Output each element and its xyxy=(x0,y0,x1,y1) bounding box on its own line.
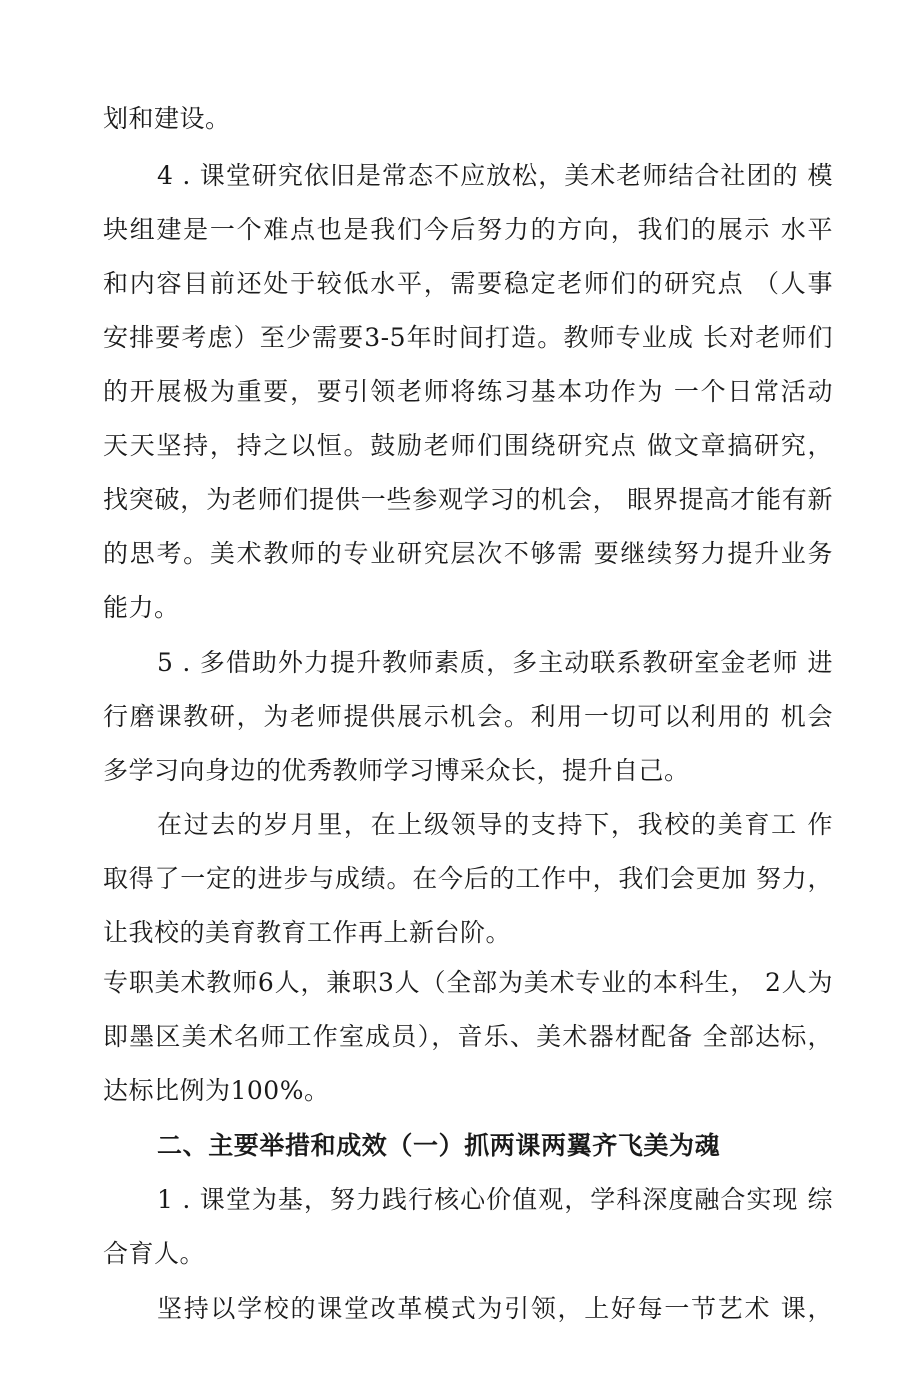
text-line-7: 天天坚持，持之以恒。鼓励老师们围绕研究点 做文章搞研究， xyxy=(103,431,833,460)
text-line-22: 合育人。 xyxy=(103,1239,206,1268)
text-line-15: 取得了一定的进步与成绩。在今后的工作中，我们会更加 努力， xyxy=(103,864,833,893)
text-line-12: 行磨课教研，为老师提供展示机会。利用一切可以利用的 机会 xyxy=(103,702,833,731)
text-line-19: 达标比例为100%。 xyxy=(103,1076,330,1105)
text-line-10: 能力。 xyxy=(103,593,180,622)
text-line-3: 块组建是一个难点也是我们今后努力的方向，我们的展示 水平 xyxy=(103,215,833,244)
text-line-17: 专职美术教师6人，兼职3人（全部为美术专业的本科生， 2人为 xyxy=(103,968,833,997)
text-line-4: 和内容目前还处于较低水平，需要稳定老师们的研究点 （人事 xyxy=(103,269,833,298)
section-heading: 二、主要举措和成效（一）抓两课两翼齐飞美为魂 xyxy=(157,1131,721,1160)
text-line-6: 的开展极为重要，要引领老师将练习基本功作为 一个日常活动 xyxy=(103,377,833,406)
text-line-16: 让我校的美育教育工作再上新台阶。 xyxy=(103,918,512,947)
text-line-23: 坚持以学校的课堂改革模式为引领，上好每一节艺术 课， xyxy=(157,1294,833,1323)
text-line-21: 1 . 课堂为基，努力践行核心价值观，学科深度融合实现 综 xyxy=(157,1185,833,1214)
text-line-5: 安排要考虑）至少需要3-5年时间打造。教师专业成 长对老师们 xyxy=(103,323,833,352)
text-line-11: 5 . 多借助外力提升教师素质，多主动联系教研室金老师 进 xyxy=(157,648,833,677)
text-line-1: 划和建设。 xyxy=(103,104,231,133)
text-line-13: 多学习向身边的优秀教师学习博采众长，提升自己。 xyxy=(103,756,690,785)
text-line-9: 的思考。美术教师的专业研究层次不够需 要继续努力提升业务 xyxy=(103,539,833,568)
text-line-2: 4 . 课堂研究依旧是常态不应放松，美术老师结合社团的 模 xyxy=(157,161,833,190)
text-line-18: 即墨区美术名师工作室成员），音乐、美术器材配备 全部达标， xyxy=(103,1022,833,1051)
text-line-14: 在过去的岁月里，在上级领导的支持下，我校的美育工 作 xyxy=(157,810,833,839)
text-line-8: 找突破，为老师们提供一些参观学习的机会， 眼界提高才能有新 xyxy=(103,485,833,514)
